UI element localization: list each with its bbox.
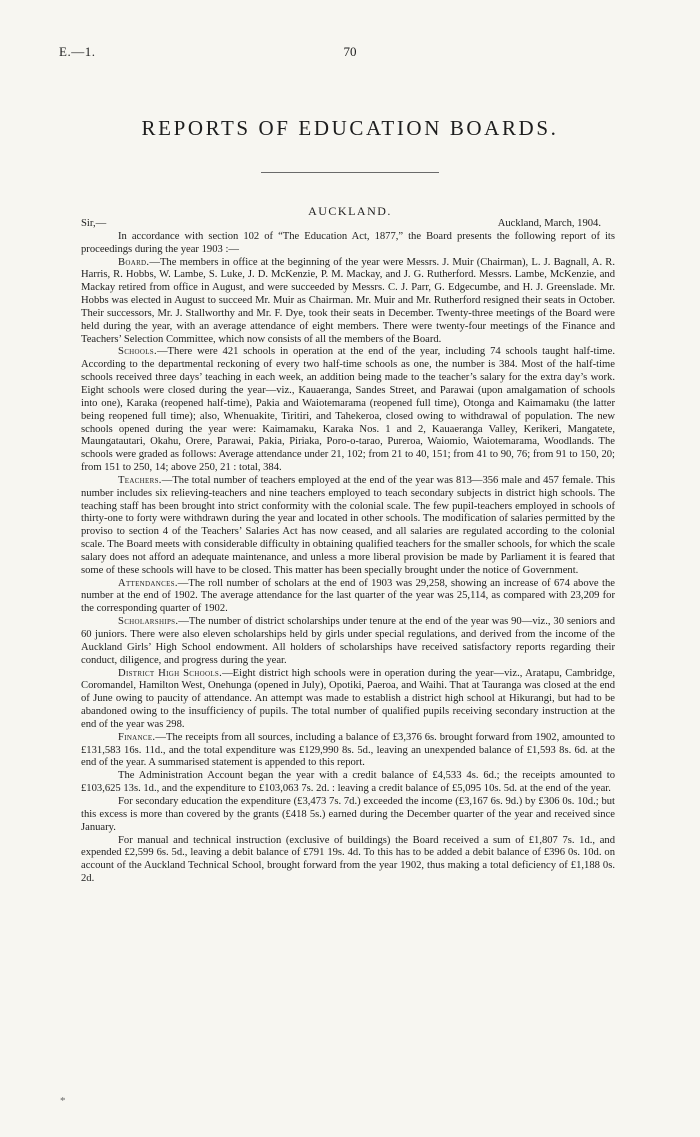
paragraph [81, 475, 615, 578]
paragraph-heading: Board. [118, 256, 150, 268]
paragraph-heading: Scholarships. [118, 616, 179, 628]
paragraph [81, 732, 615, 771]
paragraph [81, 835, 615, 886]
page-number: 70 [343, 44, 357, 59]
title-divider [261, 172, 439, 173]
paragraph [81, 668, 615, 732]
dateline: Auckland, March, 1904. [497, 218, 601, 229]
salutation: Sir,— [81, 218, 107, 229]
paragraph-heading: Finance. [118, 731, 156, 743]
paragraph-text: —The receipts from all sources, including a balance of £3,376 6s. brought forward from 1902, amounted to £131,583 16s. 11d., and the total expenditure was £129,990 8s. 5d., leaving an unexpended balance of £1,593 8s. 6d. at the end of the year. A summarised statement is appended to this report. [81, 731, 615, 769]
paragraph [81, 257, 615, 347]
running-header-code: E.—1. [59, 44, 96, 59]
paragraph-heading: Teachers. [118, 474, 162, 486]
paragraph-heading: District High Schools. [118, 667, 223, 679]
paragraph-text: —The total number of teachers employed at the end of the year was 813—356 male and 457 female. This number includes six relieving-teachers and nine teachers employed to teach secondary subjects in district high schools. The teaching staff has been brought into strict conformity with the colonial scale. The few pupil-teachers employed in schools of thirty-one to forty were withdrawn during the year and located in other schools. The modification of salaries permitted by the proviso to section 4 of the Teachers’ Salaries Act has now ceased, and all salaries are regulated according to the colonial scale. The Board meets with considerable difficulty in obtaining qualified teachers for the smaller schools, for which the scale salary does not afford an adequate maintenance, and unless a more liberal provision be made by Parliament it is feared that some of these schools will have to be closed. This matter has been specially brought under the notice of Government. [81, 474, 615, 576]
paragraph [81, 346, 615, 474]
paragraph-heading: Schools. [118, 346, 157, 358]
paragraph-heading: Attendances. [118, 577, 178, 589]
paragraph [81, 796, 615, 835]
paragraph-text: For manual and technical instruction (exclusive of buildings) the Board received a sum of £1,807 7s. 1d., and expended £2,599 6s. 5d., leaving a debit balance of £791 19s. 4d. To this has to be added a debit balance of £396 0s. 10d. on account of the Auckland Technical School, brought forward from the year 1902, thus making a total deficiency of £1,188 0s. 2d. [81, 834, 615, 885]
paragraph [81, 770, 615, 796]
paragraph-text: —The number of district scholarships under tenure at the end of the year was 90—viz., 30 seniors and 60 juniors. There were also eleven scholarships held by girls under special regulations, and derived from the income of the Auckland Girls’ High School endowment. All holders of scholarships have received satisfactory reports regarding their conduct, diligence, and progress during the year. [81, 616, 615, 666]
paragraph-text: —The members in office at the beginning of the year were Messrs. J. Muir (Chairman), L. J. Bagnall, A. R. Harris, R. Hobbs, W. Lambe, S. Luke, J. D. McKenzie, P. M. Mackay, and J. G. Rutherford. Messrs. Lambe, McKenzie, and Mackay retired from office in August, and were succeeded by Messrs. C. J. Parr, G. Edgecumbe, and H. J. Greenslade. Mr. Hobbs was elected in August to succeed Mr. Muir as Chairman. Mr. Muir and Mr. Rutherford resigned their seats in October. Their successors, Mr. J. Stallworthy and Mr. F. Dye, took their seats in December. Twenty-three meetings of the Board were held during the year, with an average attendance of eight members. There were twenty-four meetings of the Finance and Teachers’ Selection Committee, which now consists of all the members of the Board. [81, 256, 615, 345]
paragraph [81, 616, 615, 667]
paragraph-text: —The roll number of scholars at the end of 1903 was 29,258, showing an increase of 674 above the number at the end of 1902. The average attendance for the last quarter of the year was 25,114, as compared with 23,209 for the corresponding quarter of 1902. [81, 577, 615, 615]
paragraph [81, 231, 615, 257]
paragraph [81, 578, 615, 617]
salutation-line [81, 218, 615, 231]
paragraph-text: —Eight district high schools were in operation during the year—viz., Aratapu, Cambridge, Coromandel, Hamilton West, Onehunga (opened in July), Opotiki, Paeroa, and Waihi. That at Tauranga was closed at the end of June owing to paucity of attendance. An attempt was made to establish a district high school at Hikurangi, but had to be abandoned owing to the insufficiency of pupils. The total number of qualified pupils receiving secondary instruction at the end of the year was 298. [81, 667, 615, 730]
report-body [81, 218, 615, 886]
footer-mark: * [60, 1095, 66, 1107]
paragraph-text: In accordance with section 102 of “The Education Act, 1877,” the Board presents the following report of its proceedings during the year 1903 :— [81, 230, 615, 255]
paragraph-text: The Administration Account began the year with a credit balance of £4,533 4s. 6d.; the receipts amounted to £103,625 13s. 1d., and the expenditure to £103,063 7s. 2d. : leaving a credit balance of £5,095 10s. 5d. at the end of the year. [81, 770, 615, 795]
paragraph-text: —There were 421 schools in operation at the end of the year, including 74 schools taught half-time. According to the departmental reckoning of every two half-time schools as one, the number is 384. Most of the half-time schools received three days’ teaching in each week, an addition being made to the teacher’s salary for the extra day’s work. Eight schools were closed during the year—viz., Kauaeranga, Sandes Street, and Parawai (upon amalgamation of schools into one), Karaka (reopened half-time), Pakia and Waiotemarama (reopened full time), Otonga and Kaimamaku (the latter being reopened full time); also, Whenuakite, Tiritiri, and Tahekeroa, closed owing to withdrawal of population. The new schools opened during the year were: Kaimamaku, Karaka Nos. 1 and 2, Kauaeranga Valley, Kerikeri, Mangatete, Maungatautari, Okahu, Orere, Parawai, Pakia, Piriaka, Poro-o-tarao, Pureroa, Waiomio, Waiotemarama, Woodlands. The schools were graded as follows: Average attendance under 21, 102; from 21 to 40, 151; from 41 to 90, 76; from 91 to 150, 20; from 151 to 250, 14; above 250, 21 : total, 384. [81, 346, 615, 474]
paragraph-text: For secondary education the expenditure (£3,473 7s. 7d.) exceeded the income (£3,167 6s. 9d.) by £306 0s. 10d.; but this excess is more than covered by the grants (£418 5s.) earned during the December quarter of the year and received since January. [81, 795, 615, 833]
section-heading: AUCKLAND. [308, 204, 392, 218]
page-title: REPORTS OF EDUCATION BOARDS. [141, 116, 559, 140]
